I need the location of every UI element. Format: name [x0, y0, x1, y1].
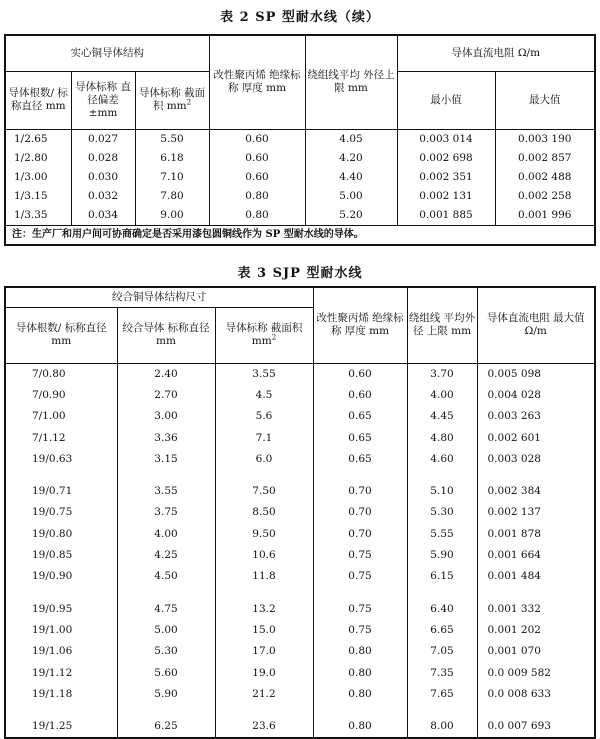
table-row: [5, 129, 595, 149]
table-row: [5, 149, 595, 168]
table-cell: 0.75: [313, 566, 407, 587]
stranded-diameter-header: 绞合导体 标称直径 mm: [117, 307, 215, 363]
table-cell: 1/2.80: [5, 149, 71, 168]
table-cell: 6.65: [407, 620, 477, 641]
table-cell: 19/0.95: [5, 598, 117, 619]
table-cell: 3.55: [215, 363, 313, 385]
table-cell: 0.80: [313, 641, 407, 662]
table-cell: 5.55: [407, 524, 477, 545]
table-cell: 4.05: [305, 129, 397, 149]
table-cell: 0.0 007 693: [477, 716, 595, 738]
stranded-structure-header: 绞合铜导体结构尺寸: [5, 287, 313, 307]
table-cell: 23.6: [215, 716, 313, 738]
table-cell: 6.40: [407, 598, 477, 619]
table-row: [5, 502, 595, 523]
table-cell: 19/1.18: [5, 684, 117, 705]
table-cell: 5.50: [135, 129, 209, 149]
table-cell: 5.00: [305, 187, 397, 206]
table-cell: 4.5: [215, 385, 313, 406]
table-cell: 0.002 137: [477, 502, 595, 523]
table-cell: 0.003 028: [477, 449, 595, 470]
table-row: [5, 684, 595, 705]
table-cell: 0.65: [313, 406, 407, 427]
table-cell: 7/1.12: [5, 427, 117, 448]
resistance-min-header: 最小值: [397, 71, 495, 129]
table3-title: 表 3 SJP 型耐水线: [237, 266, 363, 281]
table-cell: 19/1.25: [5, 716, 117, 738]
table-cell: 0.005 098: [477, 363, 595, 385]
table-cell: 2.70: [117, 385, 215, 406]
table-cell: 19.0: [215, 662, 313, 683]
table-cell: 0.003 263: [477, 406, 595, 427]
table-cell: 19/1.12: [5, 662, 117, 683]
table-cell: 0.001 070: [477, 641, 595, 662]
table-row: [5, 716, 595, 738]
table-cell: 0.001 885: [397, 206, 495, 226]
table-cell: 0.70: [313, 502, 407, 523]
table-cell: 0.80: [313, 716, 407, 738]
table-cell: 0.65: [313, 427, 407, 448]
table-cell: 0.75: [313, 598, 407, 619]
diameter-tolerance-header: 导体标称 直径偏差 ±mm: [71, 71, 135, 129]
table-cell: 7.35: [407, 662, 477, 683]
table-cell: 7/1.00: [5, 406, 117, 427]
table-row: [5, 620, 595, 641]
table-cell: 5.6: [215, 406, 313, 427]
table-cell: 9.50: [215, 524, 313, 545]
table-cell: 7.10: [135, 168, 209, 187]
table-cell: 3.15: [117, 449, 215, 470]
table-cell: 4.00: [117, 524, 215, 545]
table-cell: 7.05: [407, 641, 477, 662]
table-cell: 19/0.63: [5, 449, 117, 470]
table-cell: 19/1.06: [5, 641, 117, 662]
table-cell: 1/3.15: [5, 187, 71, 206]
table-cell: 5.90: [117, 684, 215, 705]
table-row: [5, 363, 595, 385]
group-spacer: [5, 587, 595, 598]
table-cell: 8.00: [407, 716, 477, 738]
outer-diameter-header: 绕组线 平均外径 上限 mm: [407, 287, 477, 363]
table-cell: 4.60: [407, 449, 477, 470]
table-cell: 5.60: [117, 662, 215, 683]
table-cell: 19/1.00: [5, 620, 117, 641]
table-cell: 2.40: [117, 363, 215, 385]
table-cell: 4.20: [305, 149, 397, 168]
outer-diameter-header: 绕组线平均 外径上限 mm: [305, 35, 397, 129]
table-row: [5, 524, 595, 545]
table-cell: 6.0: [215, 449, 313, 470]
table-cell: 0.002 384: [477, 481, 595, 502]
table-cell: 0.80: [313, 662, 407, 683]
table-cell: 0.028: [71, 149, 135, 168]
table-row: [5, 168, 595, 187]
table-cell: 1/3.35: [5, 206, 71, 226]
table-row: [5, 449, 595, 470]
table-cell: 0.002 258: [495, 187, 595, 206]
cross-section-header: 导体标称 截面积 $mm^2$: [215, 307, 313, 363]
table-cell: 10.6: [215, 545, 313, 566]
table-cell: 6.18: [135, 149, 209, 168]
table-row: [5, 427, 595, 448]
table-cell: 15.0: [215, 620, 313, 641]
table-cell: 0.002 601: [477, 427, 595, 448]
table-cell: 0.002 488: [495, 168, 595, 187]
table-cell: 0.002 131: [397, 187, 495, 206]
resistance-max-header: 最大值: [495, 71, 595, 129]
table-cell: 7/0.90: [5, 385, 117, 406]
table-cell: 0.0 009 582: [477, 662, 595, 683]
table-cell: 3.75: [117, 502, 215, 523]
table-cell: 0.002 351: [397, 168, 495, 187]
table-cell: 0.003 190: [495, 129, 595, 149]
insulation-thickness-header: 改性聚丙烯 绝缘标称 厚度 mm: [209, 35, 305, 129]
table-cell: 5.30: [117, 641, 215, 662]
table-cell: 4.00: [407, 385, 477, 406]
table-cell: 0.002 698: [397, 149, 495, 168]
table-cell: 0.0 008 633: [477, 684, 595, 705]
conductor-structure-header: 实心铜导体结构: [5, 35, 209, 71]
table-cell: 3.00: [117, 406, 215, 427]
table-row: [5, 662, 595, 683]
table-note: 注：生产厂和用户间可协商确定是否采用漆包圆铜线作为 SP 型耐水线的导体。: [5, 225, 595, 245]
table2-title: 表 2 SP 型耐水线（续）: [220, 10, 380, 25]
table-cell: 0.003 014: [397, 129, 495, 149]
table-cell: 0.032: [71, 187, 135, 206]
table-cell: 1/2.65: [5, 129, 71, 149]
table-cell: 0.004 028: [477, 385, 595, 406]
table-cell: 6.15: [407, 566, 477, 587]
table-cell: 7/0.80: [5, 363, 117, 385]
table-cell: 0.002 857: [495, 149, 595, 168]
table-row: [5, 481, 595, 502]
table-cell: 17.0: [215, 641, 313, 662]
table-cell: 4.40: [305, 168, 397, 187]
table-cell: 4.45: [407, 406, 477, 427]
table-cell: 0.70: [313, 524, 407, 545]
table-cell: 19/0.80: [5, 524, 117, 545]
table-row: [5, 545, 595, 566]
table-cell: 13.2: [215, 598, 313, 619]
table-cell: 0.70: [313, 481, 407, 502]
table-cell: 0.80: [313, 684, 407, 705]
table-cell: 0.030: [71, 168, 135, 187]
table-cell: 3.55: [117, 481, 215, 502]
table-cell: 0.001 202: [477, 620, 595, 641]
table-cell: 0.75: [313, 545, 407, 566]
table-cell: 0.75: [313, 620, 407, 641]
table-cell: 9.00: [135, 206, 209, 226]
sp-resistance-table: [4, 34, 596, 246]
table-row: [5, 206, 595, 226]
sjp-resistance-table: [4, 286, 596, 739]
table-row: [5, 385, 595, 406]
table-cell: 0.60: [209, 129, 305, 149]
table-cell: 11.8: [215, 566, 313, 587]
table-cell: 4.50: [117, 566, 215, 587]
table-cell: 5.30: [407, 502, 477, 523]
table-cell: 7.65: [407, 684, 477, 705]
table-cell: 7.1: [215, 427, 313, 448]
table-cell: 0.001 332: [477, 598, 595, 619]
table-cell: 19/0.75: [5, 502, 117, 523]
cross-section-header: 导体标称 截面积 $mm^2$: [135, 71, 209, 129]
table-cell: 0.65: [313, 449, 407, 470]
table-cell: 21.2: [215, 684, 313, 705]
resistance-max-header: 导体直流电阻 最大值 Ω/m: [477, 287, 595, 363]
table-row: [5, 406, 595, 427]
table-cell: 0.001 484: [477, 566, 595, 587]
table-cell: 4.80: [407, 427, 477, 448]
table-cell: 0.60: [209, 149, 305, 168]
table-cell: 4.25: [117, 545, 215, 566]
table-cell: 0.80: [209, 187, 305, 206]
group-spacer: [5, 470, 595, 481]
table-cell: 0.027: [71, 129, 135, 149]
table-row: [5, 566, 595, 587]
group-spacer: [5, 705, 595, 716]
table-cell: 0.60: [313, 385, 407, 406]
table-cell: 19/0.90: [5, 566, 117, 587]
table-cell: 3.70: [407, 363, 477, 385]
table-cell: 7.80: [135, 187, 209, 206]
table-cell: 0.034: [71, 206, 135, 226]
table-cell: 5.10: [407, 481, 477, 502]
table-row: [5, 187, 595, 206]
table-cell: 0.60: [313, 363, 407, 385]
table-cell: 5.20: [305, 206, 397, 226]
table-cell: 19/0.71: [5, 481, 117, 502]
table-cell: 0.80: [209, 206, 305, 226]
table-cell: 1/3.00: [5, 168, 71, 187]
table-row: [5, 641, 595, 662]
table-cell: 4.75: [117, 598, 215, 619]
strand-count-header: 导体根数/ 标称直径 mm: [5, 307, 117, 363]
table-cell: 0.001 878: [477, 524, 595, 545]
resistance-header: 导体直流电阻 Ω/m: [397, 35, 595, 71]
table-row: [5, 598, 595, 619]
table-cell: 3.36: [117, 427, 215, 448]
table-cell: 6.25: [117, 716, 215, 738]
table-cell: 0.001 996: [495, 206, 595, 226]
table-cell: 5.90: [407, 545, 477, 566]
insulation-thickness-header: 改性聚丙烯 绝缘标称 厚度 mm: [313, 287, 407, 363]
table-cell: 5.00: [117, 620, 215, 641]
table-cell: 8.50: [215, 502, 313, 523]
strand-count-header: 导体根数/ 标称直径 mm: [5, 71, 71, 129]
table-cell: 7.50: [215, 481, 313, 502]
table-cell: 19/0.85: [5, 545, 117, 566]
table-cell: 0.001 664: [477, 545, 595, 566]
table-cell: 0.60: [209, 168, 305, 187]
